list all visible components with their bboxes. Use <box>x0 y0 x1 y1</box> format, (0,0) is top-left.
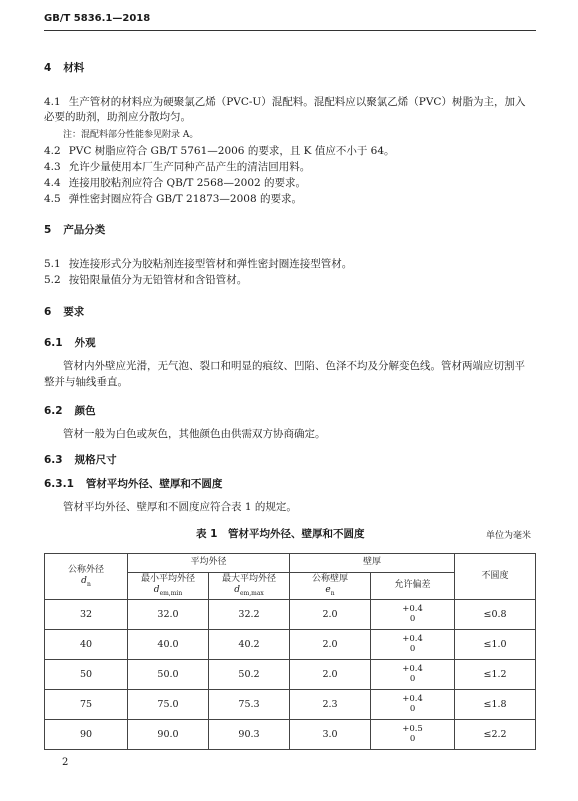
cell-max-mean-od: 40.2 <box>209 630 290 660</box>
tolerance-lower: 0 <box>409 613 416 624</box>
header-symbol <box>45 576 127 588</box>
clause-5-2 <box>44 272 247 287</box>
cell-nominal-od: 40 <box>45 630 128 660</box>
tolerance-stack <box>402 604 423 624</box>
tolerance-upper: +0.5 <box>402 723 423 734</box>
clause-4-1-line-1 <box>44 94 525 109</box>
tolerance-lower: 0 <box>409 733 416 744</box>
section-title: 颜色 <box>74 405 96 417</box>
section-number: 6.2 <box>44 405 63 417</box>
table-row <box>45 720 536 750</box>
paragraph-6-1-line-1: 管材内外壁应光滑，无气泡、裂口和明显的痕纹、凹陷、色泽不均及分解变色线。管材两端应切割平 <box>63 360 525 372</box>
standard-number-header: GB/T 5836.1—2018 <box>44 13 151 24</box>
clause-number: 4.3 <box>44 161 61 173</box>
header-nominal-wall <box>290 573 371 600</box>
cell-ovality: ≤1.2 <box>455 660 536 690</box>
section-number: 4 <box>44 62 52 74</box>
cell-nominal-od: 32 <box>45 600 128 630</box>
tolerance-upper: +0.4 <box>402 663 423 674</box>
header-label: 公称壁厚 <box>312 574 349 585</box>
cell-ovality: ≤1.8 <box>455 690 536 720</box>
section-5-heading <box>44 222 105 237</box>
cell-tolerance <box>371 720 455 750</box>
table-row <box>45 660 536 690</box>
clause-text: 允许少量使用本厂生产同种产品产生的清洁回用料。 <box>68 161 311 173</box>
tolerance-lower: 0 <box>409 703 416 714</box>
subsection-6-2-heading <box>44 403 96 418</box>
symbol-subscript: em,max <box>239 590 264 598</box>
cell-nominal-od: 90 <box>45 720 128 750</box>
tolerance-upper: +0.4 <box>402 603 423 614</box>
clause-4-1-line-2: 必要的助剂，助剂应分散均匀。 <box>44 111 191 123</box>
cell-tolerance <box>371 630 455 660</box>
cell-nominal-wall: 3.0 <box>290 720 371 750</box>
clause-number: 4.2 <box>44 145 61 157</box>
header-symbol <box>209 585 289 597</box>
clause-4-3 <box>44 159 310 174</box>
dimensions-table <box>44 553 536 750</box>
cell-tolerance <box>371 600 455 630</box>
cell-min-mean-od: 40.0 <box>128 630 209 660</box>
clause-text: 弹性密封圈应符合 GB/T 21873—2008 的要求。 <box>68 193 302 205</box>
tolerance-stack <box>402 664 423 684</box>
section-number: 5 <box>44 224 52 236</box>
section-title: 产品分类 <box>63 224 106 236</box>
section-number: 6 <box>44 306 52 318</box>
clause-4-2 <box>44 143 395 158</box>
symbol-subscript: n <box>86 580 91 588</box>
tolerance-stack <box>402 634 423 654</box>
tolerance-lower: 0 <box>409 673 416 684</box>
section-title: 材料 <box>63 62 85 74</box>
header-mean-od: 平均外径 <box>128 554 290 573</box>
section-number: 6.3.1 <box>44 478 74 490</box>
header-wall: 壁厚 <box>290 554 455 573</box>
tolerance-upper: +0.4 <box>402 633 423 644</box>
cell-max-mean-od: 50.2 <box>209 660 290 690</box>
symbol: d <box>81 575 87 586</box>
paragraph-6-1-line-2: 整并与轴线垂直。 <box>44 376 128 388</box>
cell-max-mean-od: 90.3 <box>209 720 290 750</box>
clause-number: 5.1 <box>44 258 61 270</box>
clause-number: 4.4 <box>44 177 61 189</box>
clause-text: 按铅限量值分为无铅管材和含铅管材。 <box>68 274 248 286</box>
cell-ovality: ≤1.0 <box>455 630 536 660</box>
cell-min-mean-od: 75.0 <box>128 690 209 720</box>
table-header-row-1 <box>45 554 536 573</box>
table-row <box>45 690 536 720</box>
clause-4-5 <box>44 191 302 206</box>
section-6-heading <box>44 304 84 319</box>
clause-text: 连接用胶粘剂应符合 QB/T 2568—2002 的要求。 <box>68 177 307 189</box>
paragraph-6-2: 管材一般为白色或灰色，其他颜色由供需双方协商确定。 <box>63 428 326 440</box>
section-number: 6.3 <box>44 454 63 466</box>
cell-min-mean-od: 90.0 <box>128 720 209 750</box>
cell-nominal-wall: 2.0 <box>290 600 371 630</box>
clause-text: 生产管材的材料应为硬聚氯乙烯（PVC-U）混配料。混配料应以聚氯乙烯（PVC）树脂为主，加入 <box>68 96 526 108</box>
clause-number: 4.1 <box>44 96 61 108</box>
symbol: e <box>325 585 331 596</box>
tolerance-stack <box>402 724 423 744</box>
clause-5-1 <box>44 256 352 271</box>
section-title: 要求 <box>63 306 85 318</box>
cell-nominal-wall: 2.0 <box>290 630 371 660</box>
section-title: 管材平均外径、壁厚和不圆度 <box>85 478 223 490</box>
cell-max-mean-od: 32.2 <box>209 600 290 630</box>
header-tolerance: 允许偏差 <box>371 573 455 600</box>
subsection-6-1-heading <box>44 335 96 350</box>
clause-number: 4.5 <box>44 193 61 205</box>
cell-tolerance <box>371 660 455 690</box>
cell-ovality: ≤2.2 <box>455 720 536 750</box>
cell-tolerance <box>371 690 455 720</box>
cell-min-mean-od: 32.0 <box>128 600 209 630</box>
header-ovality: 不圆度 <box>455 554 536 600</box>
table-caption: 表 1 管材平均外径、壁厚和不圆度 <box>196 528 365 540</box>
cell-nominal-wall: 2.0 <box>290 660 371 690</box>
symbol: d <box>153 585 160 596</box>
subsection-6-3-heading <box>44 452 117 467</box>
header-label: 最大平均外径 <box>222 574 277 585</box>
header-symbol <box>128 585 208 597</box>
header-label: 公称外径 <box>67 564 104 575</box>
clause-4-4 <box>44 175 306 190</box>
cell-ovality: ≤0.8 <box>455 600 536 630</box>
page-number: 2 <box>62 757 69 768</box>
table-row <box>45 600 536 630</box>
tolerance-lower: 0 <box>409 643 416 654</box>
section-title: 外观 <box>74 337 96 349</box>
note-4-1: 注：混配料部分性能参见附录 A。 <box>63 130 199 140</box>
cell-nominal-wall: 2.3 <box>290 690 371 720</box>
header-max-mean-od <box>209 573 290 600</box>
section-number: 6.1 <box>44 337 63 349</box>
clause-text: 按连接形式分为胶粘剂连接型管材和弹性密封圈连接型管材。 <box>68 258 353 270</box>
cell-nominal-od: 50 <box>45 660 128 690</box>
header-symbol <box>290 585 370 597</box>
cell-max-mean-od: 75.3 <box>209 690 290 720</box>
cell-nominal-od: 75 <box>45 690 128 720</box>
tolerance-upper: +0.4 <box>402 693 423 704</box>
header-nominal-od <box>45 554 128 600</box>
symbol-subscript: em,min <box>159 590 183 598</box>
section-title: 规格尺寸 <box>74 454 117 466</box>
header-rule <box>44 30 536 31</box>
symbol-subscript: n <box>330 590 335 598</box>
clause-number: 5.2 <box>44 274 61 286</box>
header-label: 最小平均外径 <box>140 574 195 585</box>
clause-text: PVC 树脂应符合 GB/T 5761—2006 的要求，且 K 值应不小于 64。 <box>68 145 395 157</box>
symbol: d <box>234 585 240 596</box>
paragraph-6-3-1: 管材平均外径、壁厚和不圆度应符合表 1 的规定。 <box>63 501 297 513</box>
table-unit-note: 单位为毫米 <box>486 531 532 541</box>
subsection-6-3-1-heading <box>44 476 222 491</box>
header-min-mean-od <box>128 573 209 600</box>
section-4-heading <box>44 60 84 75</box>
cell-min-mean-od: 50.0 <box>128 660 209 690</box>
table-row <box>45 630 536 660</box>
tolerance-stack <box>402 694 423 714</box>
